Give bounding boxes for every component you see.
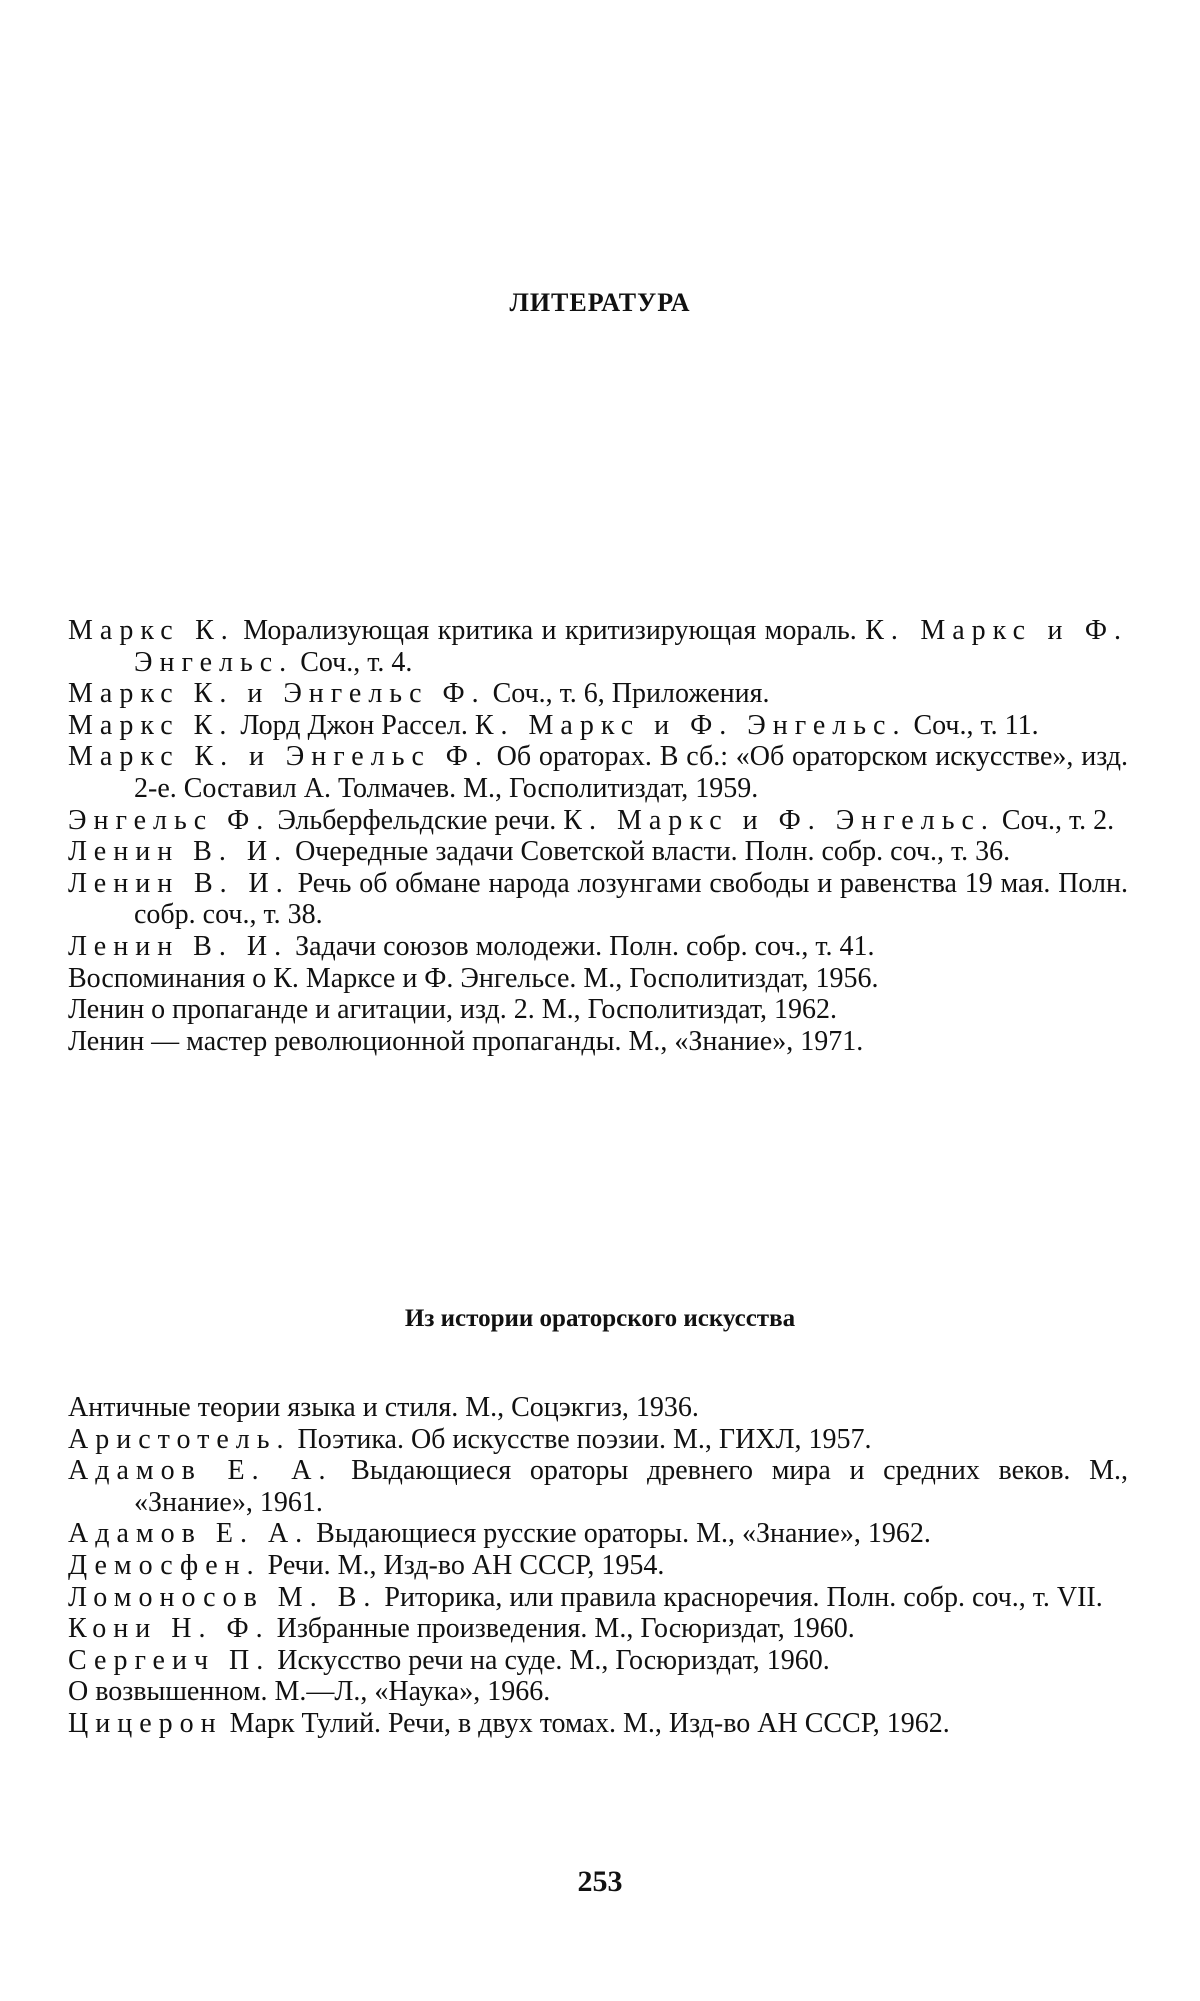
reference-author: Ломоносов М. В. bbox=[68, 1581, 378, 1613]
reference-item bbox=[68, 1708, 1128, 1740]
reference-item bbox=[68, 868, 1128, 931]
reference-item bbox=[68, 1518, 1128, 1550]
reference-text: Речь об обмане народа лозунгами свободы и равенства 19 мая. Полн. собр. соч., т. 38. bbox=[134, 867, 1129, 931]
reference-author-secondary: К. Маркс и Ф. Энгельс. bbox=[563, 804, 995, 836]
reference-text: Марк Тулий. Речи, в двух томах. М., Изд-во АН СССР, 1962. bbox=[222, 1707, 950, 1739]
reference-author: Маркс К. и Энгельс Ф. bbox=[68, 678, 486, 710]
reference-item bbox=[68, 805, 1128, 837]
reference-item bbox=[68, 615, 1128, 678]
reference-author: Демосфен. bbox=[68, 1549, 261, 1581]
reference-item bbox=[68, 710, 1128, 742]
page-title: ЛИТЕРАТУРА bbox=[509, 288, 691, 317]
reference-author: Аристотель. bbox=[68, 1423, 291, 1455]
reference-author: Адамов Е. А. bbox=[68, 1518, 310, 1550]
reference-author: Ленин В. И. bbox=[68, 867, 290, 899]
reference-text: Поэтика. Об искусстве поэзии. М., ГИХЛ, 1957. bbox=[290, 1423, 872, 1455]
reference-text-secondary: Соч., т. 2. bbox=[994, 804, 1115, 836]
reference-item bbox=[68, 1392, 1128, 1424]
reference-author-secondary: К. Маркс и Ф. Энгельс. bbox=[474, 709, 907, 741]
reference-item bbox=[68, 741, 1128, 804]
reference-author: Маркс К. bbox=[68, 615, 235, 646]
reference-item bbox=[68, 836, 1128, 868]
reference-author: Маркс К. и Энгельс Ф. bbox=[68, 741, 489, 773]
reference-author: Ленин В. И. bbox=[68, 930, 289, 962]
reference-list-history bbox=[68, 1392, 1128, 1740]
reference-text: Морализующая критика и критизирующая мораль. bbox=[234, 615, 866, 646]
reference-item bbox=[68, 1026, 1128, 1058]
reference-text: Ленин — мастер революционной пропаганды. М., «Знание», 1971. bbox=[68, 1025, 864, 1057]
reference-item bbox=[68, 963, 1128, 995]
reference-author: Адамов Е. А. bbox=[68, 1455, 333, 1487]
reference-text: Очередные задачи Советской власти. Полн. собр. соч., т. 36. bbox=[288, 836, 1011, 868]
page-number: 253 bbox=[577, 1865, 623, 1898]
reference-text: Выдающиеся ораторы древнего мира и средних веков. М., «Знание», 1961. bbox=[134, 1455, 1128, 1518]
reference-item bbox=[68, 1645, 1128, 1677]
reference-text: Античные теории языка и стиля. М., Соцэкгиз, 1936. bbox=[68, 1392, 699, 1423]
reference-author: Кони Н. Ф. bbox=[68, 1613, 270, 1645]
reference-text: О возвышенном. М.—Л., «Наука», 1966. bbox=[68, 1676, 551, 1708]
reference-author: Ленин В. И. bbox=[68, 836, 289, 868]
reference-text: Речи. М., Изд-во АН СССР, 1954. bbox=[260, 1549, 665, 1581]
reference-item bbox=[68, 1613, 1128, 1645]
reference-item bbox=[68, 1455, 1128, 1518]
reference-text: Ленин о пропаганде и агитации, изд. 2. М., Госполитиздат, 1962. bbox=[68, 994, 837, 1026]
reference-text: Лорд Джон Рассел. bbox=[233, 709, 475, 741]
reference-author-secondary: К. Маркс и Ф. Энгельс. bbox=[134, 615, 1128, 678]
reference-text: Об ораторах. В сб.: «Об ораторском искусстве», изд. 2-е. Составил А. Толмачев. М., Госполитиздат, 1959. bbox=[134, 741, 1129, 804]
reference-author: Энгельс Ф. bbox=[68, 804, 271, 836]
reference-item bbox=[68, 1582, 1128, 1614]
reference-item bbox=[68, 678, 1128, 710]
reference-item bbox=[68, 994, 1128, 1026]
reference-text: Избранные произведения. М., Госюриздат, 1960. bbox=[269, 1613, 855, 1645]
reference-text: Эльберфельдские речи. bbox=[270, 804, 564, 836]
reference-author: Цицерон bbox=[68, 1707, 223, 1739]
reference-text: Выдающиеся русские ораторы. М., «Знание», 1962. bbox=[309, 1518, 931, 1550]
section-heading: Из истории ораторского искусства bbox=[404, 1305, 796, 1332]
reference-text: Риторика, или правила красноречия. Полн. собр. соч., т. VII. bbox=[377, 1581, 1103, 1613]
reference-author: Сергеич П. bbox=[68, 1644, 271, 1676]
reference-author: Маркс К. bbox=[68, 709, 234, 741]
reference-text-secondary: Соч., т. 4. bbox=[293, 646, 413, 678]
reference-text: Воспоминания о К. Марксе и Ф. Энгельсе. М., Госполитиздат, 1956. bbox=[68, 962, 879, 994]
reference-item bbox=[68, 931, 1128, 963]
reference-item bbox=[68, 1676, 1128, 1708]
reference-text-secondary: Соч., т. 11. bbox=[906, 709, 1039, 741]
reference-item bbox=[68, 1550, 1128, 1582]
reference-text: Искусство речи на суде. М., Госюриздат, 1960. bbox=[270, 1644, 830, 1676]
reference-item bbox=[68, 1424, 1128, 1456]
reference-text: Соч., т. 6, Приложения. bbox=[485, 678, 770, 710]
reference-list-primary bbox=[68, 615, 1128, 1057]
reference-text: Задачи союзов молодежи. Полн. собр. соч., т. 41. bbox=[288, 930, 875, 962]
